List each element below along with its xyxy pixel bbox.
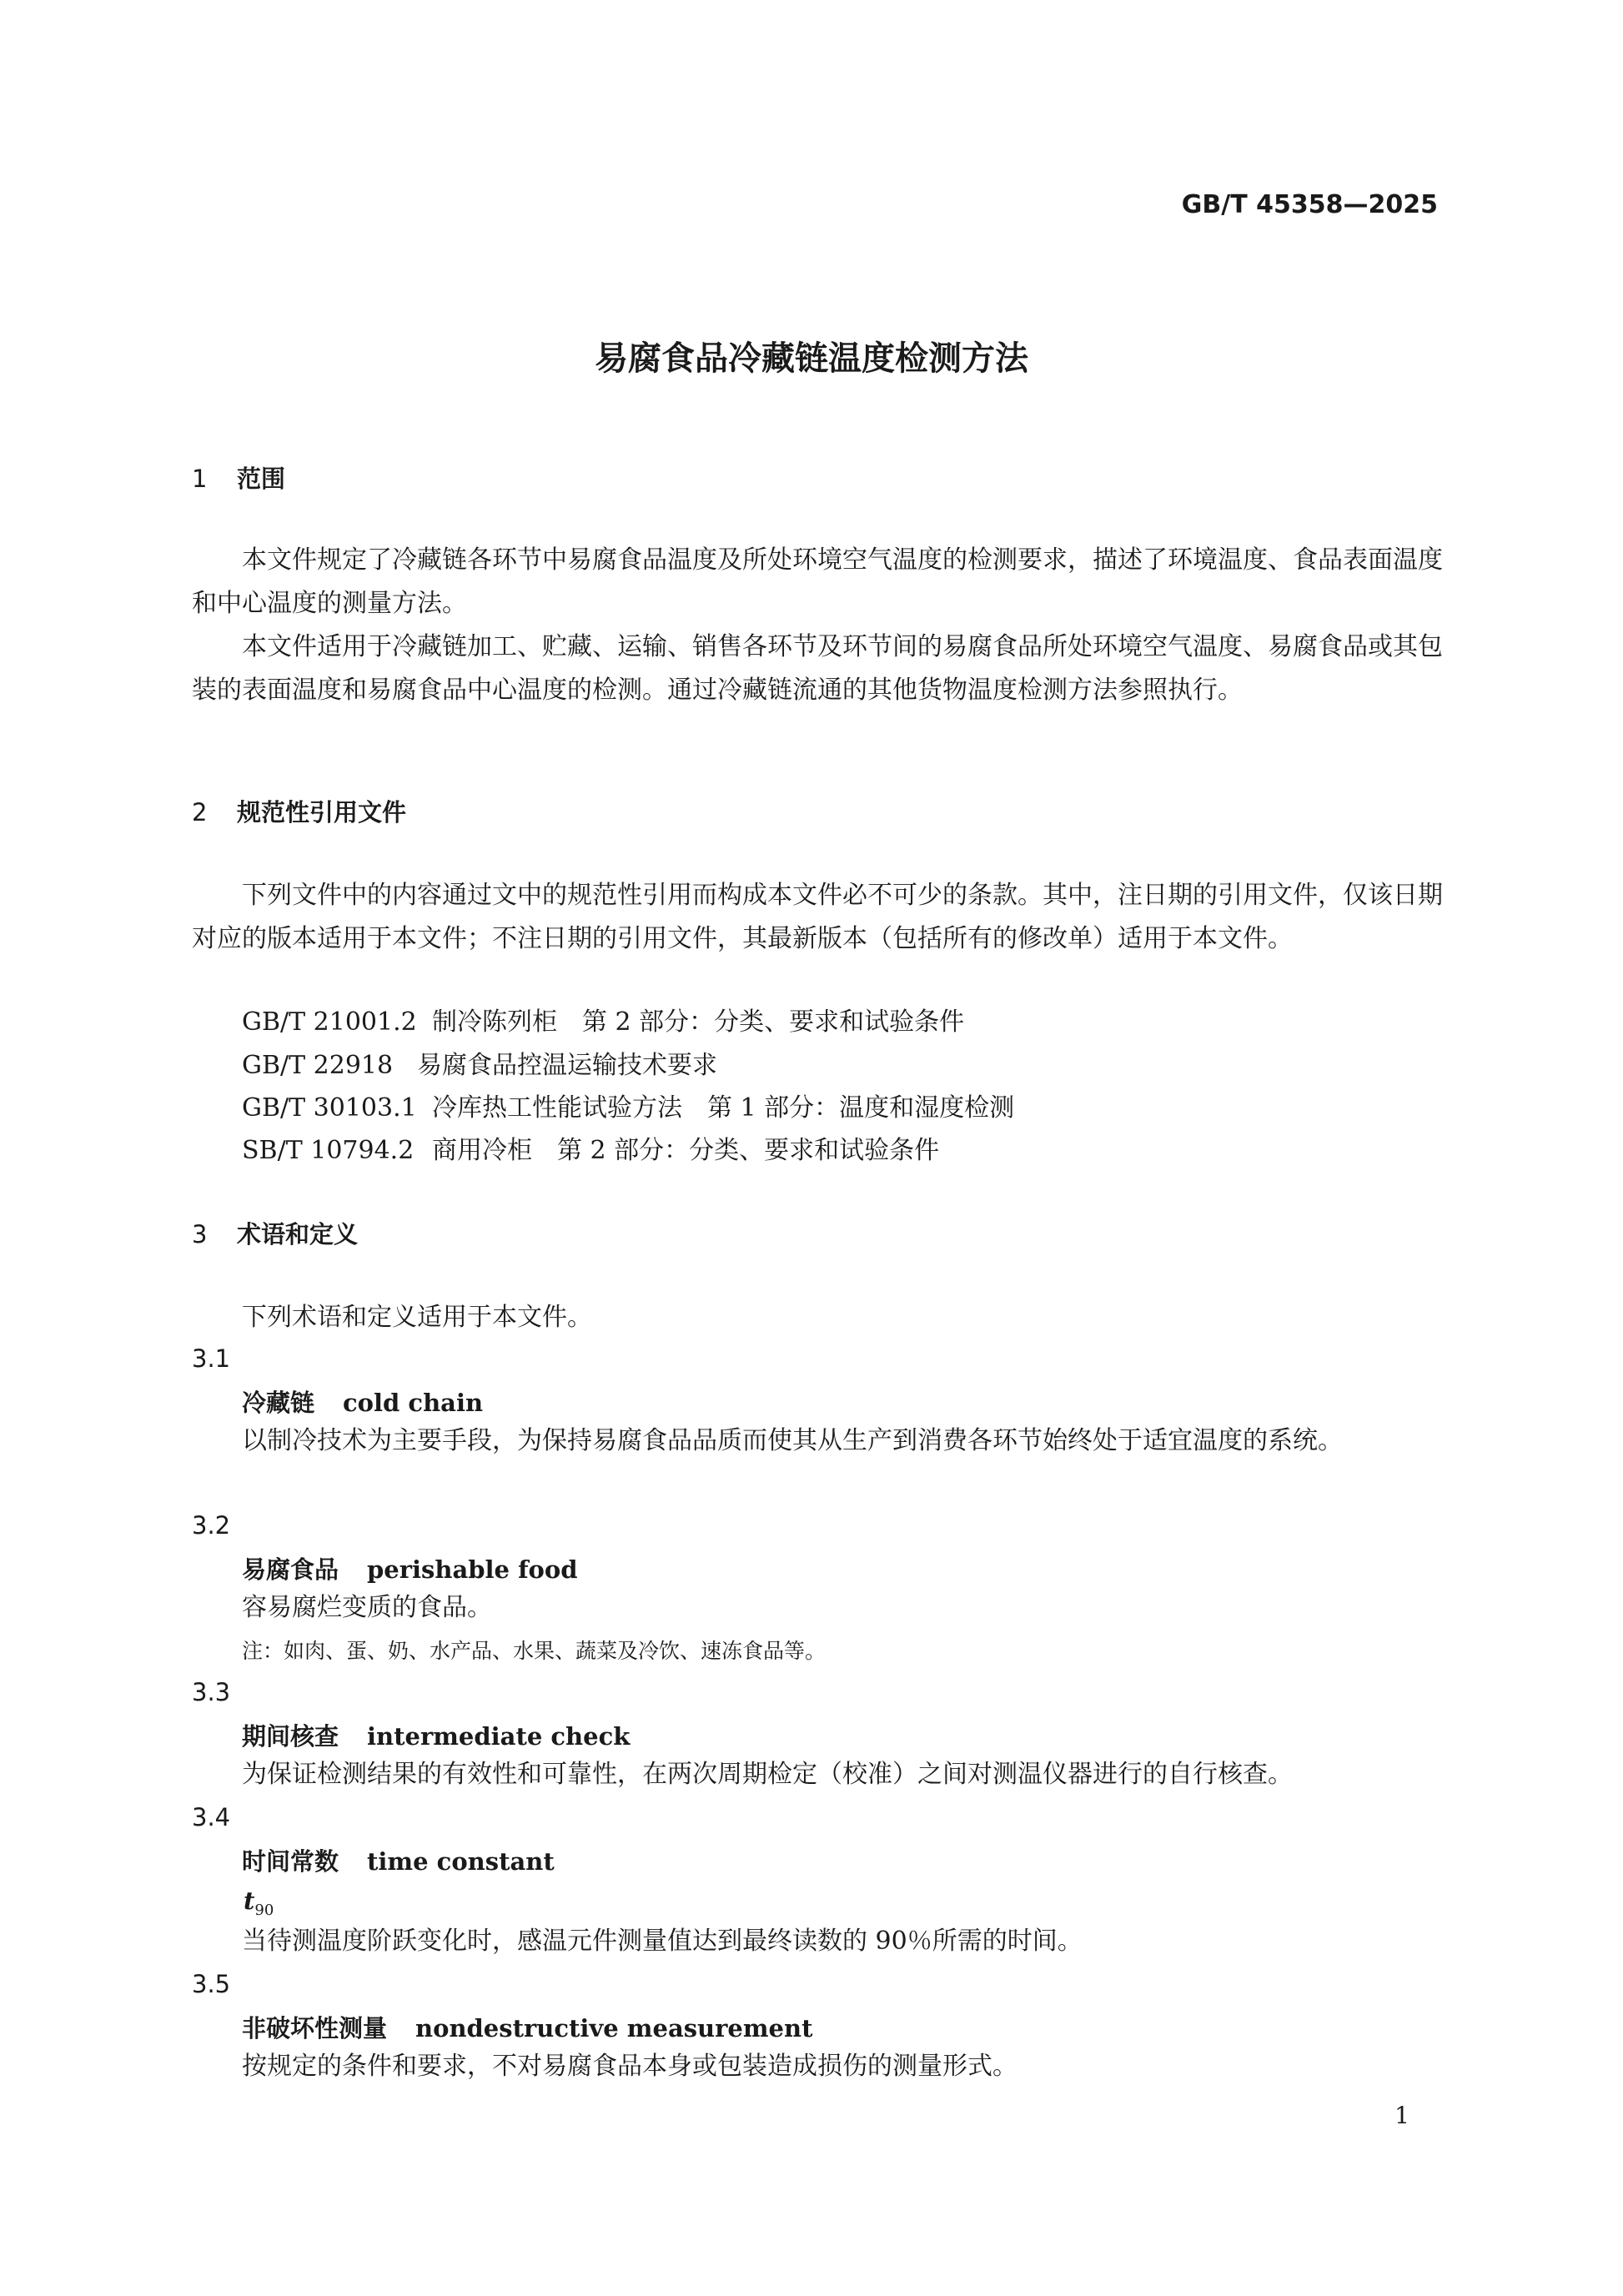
section-number: 3 — [192, 1220, 208, 1248]
ref-code: GB/T 21001.2 — [242, 1007, 417, 1037]
term-number: 3.1 — [192, 1344, 231, 1373]
term-zh: 易腐食品 — [242, 1555, 339, 1584]
term-en: time constant — [367, 1847, 555, 1876]
ref-title: 冷库热工性能试验方法 第 1 部分：温度和湿度检测 — [432, 1093, 1015, 1123]
term-zh: 冷藏链 — [242, 1389, 315, 1417]
document-title: 易腐食品冷藏链温度检测方法 — [595, 339, 1028, 378]
scope-paragraph-2: 本文件适用于冷藏链加工、贮藏、运输、销售各环节及环节间的易腐食品所处环境空气温度、易腐食品或其包装的表面温度和易腐食品中心温度的检测。通过冷藏链流通的其他货物温度检测方法参照执行。 — [192, 632, 1443, 705]
term-definition: 以制冷技术为主要手段，为保持易腐食品品质而使其从生产到消费各环节始终处于适宜温度的系统。 — [242, 1426, 1343, 1455]
term-zh: 时间常数 — [242, 1847, 339, 1876]
section-1-heading — [192, 460, 285, 495]
term-zh: 期间核查 — [242, 1722, 339, 1751]
term-number: 3.2 — [192, 1511, 231, 1540]
term-definition: 按规定的条件和要求，不对易腐食品本身或包装造成损伤的测量形式。 — [242, 2052, 1018, 2081]
term-en: intermediate check — [367, 1722, 631, 1751]
symbol-letter: t — [244, 1887, 255, 1915]
term-en: nondestructive measurement — [415, 2014, 813, 2042]
term-name — [242, 1718, 630, 1752]
ref-item — [242, 1044, 717, 1088]
document-number: GB/T 45358—2025 — [1181, 190, 1438, 219]
ref-code: GB/T 22918 — [242, 1051, 394, 1080]
scope-paragraph-1: 本文件规定了冷藏链各环节中易腐食品温度及所处环境空气温度的检测要求，描述了环境温度、食品表面温度和中心温度的测量方法。 — [192, 545, 1443, 618]
symbol-subscript: 90 — [254, 1901, 274, 1919]
term-name — [242, 1843, 555, 1877]
term-name — [242, 2010, 813, 2044]
term-en: perishable food — [367, 1555, 578, 1584]
section-title: 规范性引用文件 — [237, 798, 407, 826]
section-3-heading — [192, 1216, 358, 1250]
refs-intro-paragraph: 下列文件中的内容通过文中的规范性引用而构成本文件必不可少的条款。其中，注日期的引用文件，仅该日期对应的版本适用于本文件；不注日期的引用文件，其最新版本（包括所有的修改单）适用于本文件。 — [192, 881, 1443, 953]
term-number: 3.3 — [192, 1678, 231, 1706]
terms-intro: 下列术语和定义适用于本文件。 — [242, 1303, 592, 1332]
term-name — [242, 1551, 578, 1585]
ref-code: GB/T 30103.1 — [242, 1093, 417, 1123]
term-note: 注：如肉、蛋、奶、水产品、水果、蔬菜及冷饮、速冻食品等。 — [242, 1639, 827, 1663]
section-2-heading — [192, 794, 406, 828]
term-zh: 非破坏性测量 — [242, 2014, 388, 2042]
ref-title: 商用冷柜 第 2 部分：分类、要求和试验条件 — [432, 1136, 940, 1165]
term-definition: 为保证检测结果的有效性和可靠性，在两次周期检定（校准）之间对测温仪器进行的自行核查。 — [242, 1760, 1293, 1789]
ref-title: 易腐食品控温运输技术要求 — [417, 1051, 717, 1080]
section-title: 范围 — [237, 465, 286, 493]
term-en: cold chain — [343, 1389, 484, 1417]
section-number: 1 — [192, 465, 208, 493]
ref-item — [242, 1129, 939, 1173]
page-number: 1 — [1394, 2102, 1409, 2129]
section-title: 术语和定义 — [237, 1220, 359, 1248]
ref-item — [242, 1001, 964, 1044]
term-symbol — [244, 1887, 274, 1919]
ref-title: 制冷陈列柜 第 2 部分：分类、要求和试验条件 — [432, 1007, 965, 1037]
term-definition: 当待测温度阶跃变化时，感温元件测量值达到最终读数的 90％所需的时间。 — [242, 1927, 1083, 1956]
section-number: 2 — [192, 798, 208, 826]
term-number: 3.4 — [192, 1803, 231, 1831]
term-number: 3.5 — [192, 1970, 231, 1998]
ref-item — [242, 1087, 1014, 1130]
term-definition: 容易腐烂变质的食品。 — [242, 1593, 492, 1622]
term-name — [242, 1384, 483, 1419]
ref-code: SB/T 10794.2 — [242, 1136, 415, 1165]
